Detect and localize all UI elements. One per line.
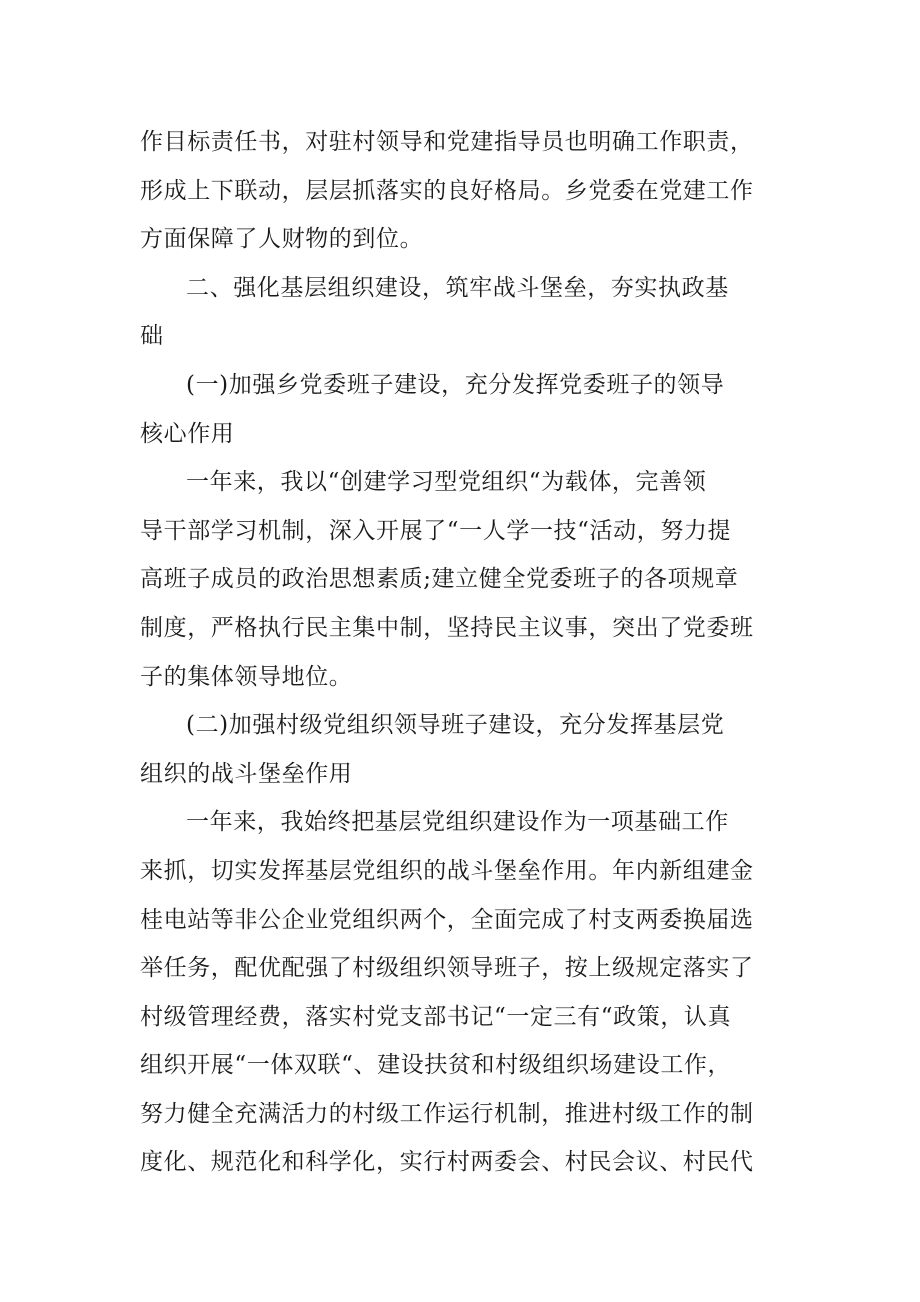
text-line: 村级管理经费，落实村党支部书记“一定三有“政策，认真: [140, 1003, 732, 1030]
subsection-heading-2: [140, 701, 800, 798]
text-line: (一)加强乡党委班子建设，充分发挥党委班子的领导: [186, 371, 725, 398]
text-line: 一年来，我始终把基层党组织建设作为一项基础工作: [186, 809, 729, 836]
text-line: 二、强化基层组织建设，筑牢战斗堡垒，夯实执政基: [186, 274, 729, 301]
text-line: 组织开展“一体双联“、建设扶贫和村级组织场建设工作，: [140, 1052, 732, 1079]
document-body: [140, 118, 800, 1187]
text-line: 桂电站等非公企业党组织两个，全面完成了村支两委换届选: [140, 906, 754, 933]
text-line: 努力健全充满活力的村级工作运行机制，推进村级工作的制: [140, 1100, 754, 1127]
text-line: 一年来，我以“创建学习型党组织“为载体，完善领: [186, 469, 707, 496]
text-line: 础: [140, 323, 164, 350]
paragraph-body-1: [140, 458, 800, 701]
text-line: 高班子成员的政治思想素质;建立健全党委班子的各项规章: [140, 566, 739, 593]
text-line: 导干部学习机制，深入开展了“一人学一技“活动，努力提: [140, 517, 732, 544]
text-line: 方面保障了人财物的到位。: [140, 226, 424, 253]
text-line: (二)加强村级党组织领导班子建设，充分发挥基层党: [186, 712, 725, 739]
section-heading-2: [140, 264, 800, 361]
text-line: 核心作用: [140, 420, 235, 447]
subsection-heading-1: [140, 361, 800, 458]
paragraph-body-2: [140, 798, 800, 1187]
text-line: 形成上下联动，层层抓落实的良好格局。乡党委在党建工作: [140, 177, 754, 204]
text-line: 度化、规范化和科学化，实行村两委会、村民会议、村民代: [140, 1149, 754, 1176]
paragraph-continuation: [140, 118, 800, 264]
text-line: 来抓，切实发挥基层党组织的战斗堡垒作用。年内新组建金: [140, 857, 754, 884]
text-line: 制度，严格执行民主集中制，坚持民主议事，突出了党委班: [140, 614, 754, 641]
text-line: 组织的战斗堡垒作用: [140, 760, 353, 787]
text-line: 作目标责任书，对驻村领导和党建指导员也明确工作职责，: [140, 129, 754, 155]
text-line: 子的集体领导地位。: [140, 663, 353, 690]
text-line: 举任务，配优配强了村级组织领导班子，按上级规定落实了: [140, 955, 754, 982]
